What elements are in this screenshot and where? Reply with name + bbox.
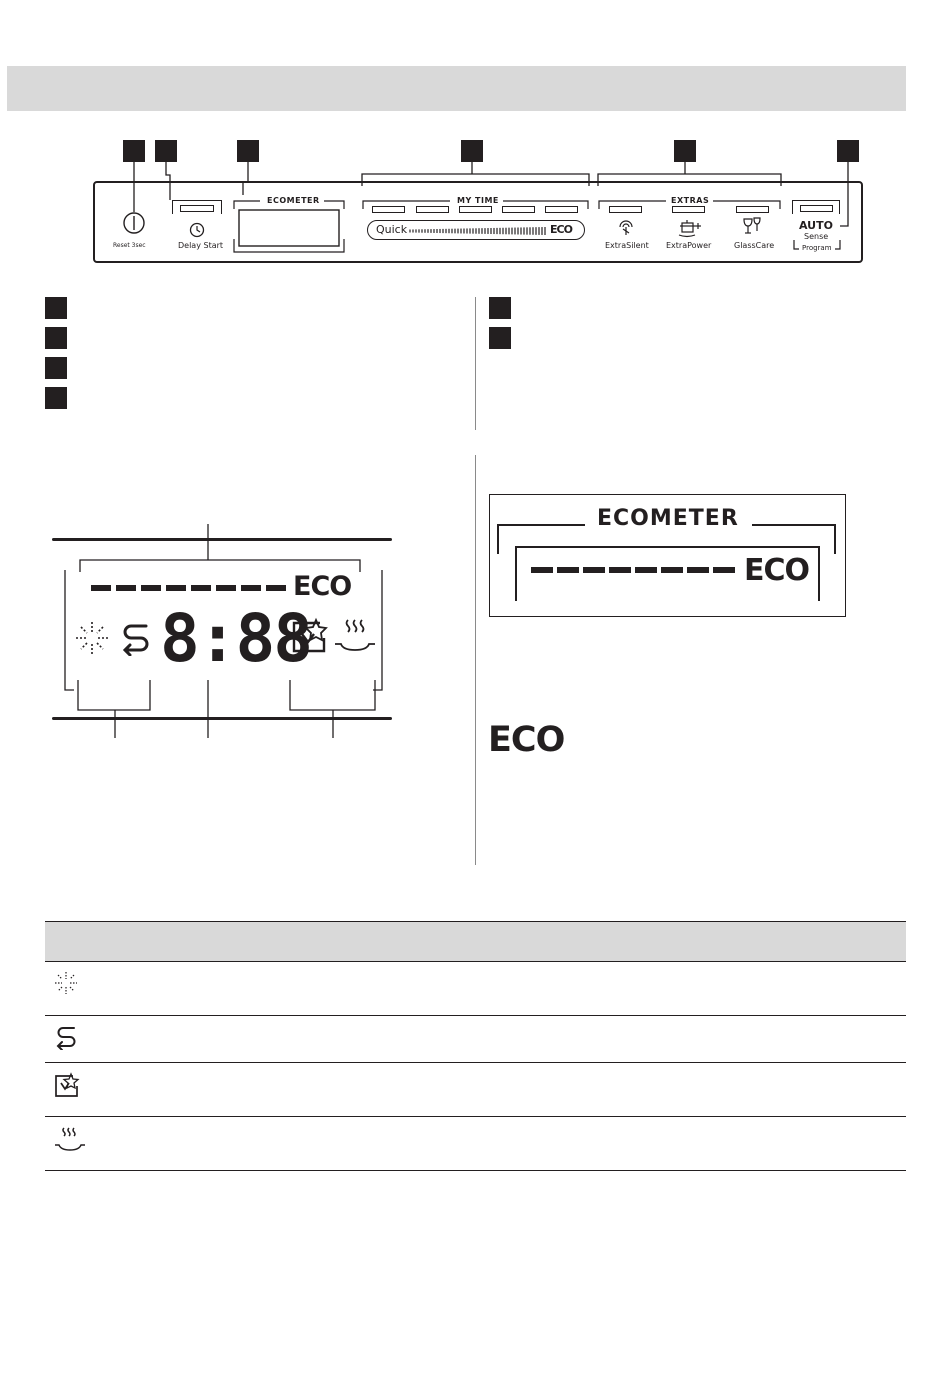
mytime-group-label: MY TIME <box>453 196 503 205</box>
extrapower-led <box>672 206 705 213</box>
legend-marker-1 <box>45 297 67 319</box>
ecometer-detail-title: ECOMETER <box>597 506 739 531</box>
display-eco-label: ECO <box>293 571 352 602</box>
legend-marker-3 <box>45 357 67 379</box>
ecometer-dash <box>661 567 683 573</box>
slider-eco-label: ECO <box>550 223 572 236</box>
ecometer-dash <box>166 585 186 591</box>
drying-icon <box>53 1125 87 1153</box>
ecometer-dash <box>713 567 735 573</box>
ecometer-detail-dashes <box>531 567 741 575</box>
display-digits: 8:88 <box>160 600 311 677</box>
auto-button[interactable]: AUTO <box>799 219 833 232</box>
extrasilent-label: ExtraSilent <box>605 241 649 250</box>
column-divider-bottom <box>475 455 476 865</box>
reset-label: Reset 3sec <box>113 242 146 249</box>
ecometer-dash <box>557 567 579 573</box>
ecometer-dash <box>635 567 657 573</box>
extras-group-label: EXTRAS <box>667 196 713 205</box>
indicator-table <box>45 921 906 1171</box>
ecometer-dash <box>609 567 631 573</box>
legend-marker-6 <box>489 327 511 349</box>
table-header-row <box>45 922 906 962</box>
sun-rays-icon <box>72 618 112 658</box>
ecometer-dash <box>216 585 236 591</box>
glasscare-icon[interactable] <box>741 217 763 237</box>
ecometer-dash <box>687 567 709 573</box>
mytime-led-3[interactable] <box>459 206 492 213</box>
extrapower-icon[interactable] <box>678 218 704 238</box>
ecometer-dash <box>531 567 553 573</box>
column-divider-top <box>475 297 476 430</box>
legend-marker-4 <box>45 387 67 409</box>
glasscare-led <box>736 206 769 213</box>
table-row <box>45 1117 906 1171</box>
eco-symbol: ECO <box>488 720 565 760</box>
extrasilent-icon[interactable] <box>617 218 635 236</box>
mytime-led-1[interactable] <box>372 206 405 213</box>
table-row <box>45 962 906 1016</box>
drying-icon <box>333 616 377 654</box>
legend-marker-2 <box>45 327 67 349</box>
ecometer-group-label: ECOMETER <box>263 196 324 205</box>
ecometer-dash <box>191 585 211 591</box>
rinse-aid-icon <box>290 616 330 656</box>
extrapower-label: ExtraPower <box>666 241 712 250</box>
rinse-aid-icon <box>53 1071 81 1099</box>
extrasilent-led <box>609 206 642 213</box>
table-row <box>45 1063 906 1117</box>
sense-label: Sense <box>804 232 829 241</box>
mytime-led-4[interactable] <box>502 206 535 213</box>
ecometer-dash <box>141 585 161 591</box>
slider-quick-label: Quick <box>376 223 408 236</box>
display-ecometer-dashes <box>91 585 291 593</box>
ecometer-detail-eco: ECO <box>744 553 810 588</box>
ecometer-dash <box>91 585 111 591</box>
ecometer-dash <box>266 585 286 591</box>
sun-rays-icon <box>53 970 79 996</box>
ecometer-dash <box>241 585 261 591</box>
glasscare-label: GlassCare <box>734 241 775 250</box>
program-label: Program <box>802 244 832 252</box>
slider-ticks <box>408 226 548 236</box>
ecometer-dash <box>116 585 136 591</box>
delay-start-led <box>180 205 214 212</box>
table-row <box>45 1016 906 1063</box>
delay-start-label: Delay Start <box>178 241 224 250</box>
auto-led <box>800 205 833 212</box>
cycle-arrows-icon <box>118 620 154 656</box>
mytime-led-2[interactable] <box>416 206 449 213</box>
legend-marker-5 <box>489 297 511 319</box>
clock-icon[interactable] <box>188 221 206 239</box>
cycle-arrows-icon <box>53 1024 79 1050</box>
ecometer-dash <box>583 567 605 573</box>
mytime-led-5[interactable] <box>545 206 578 213</box>
power-icon[interactable] <box>122 211 146 235</box>
